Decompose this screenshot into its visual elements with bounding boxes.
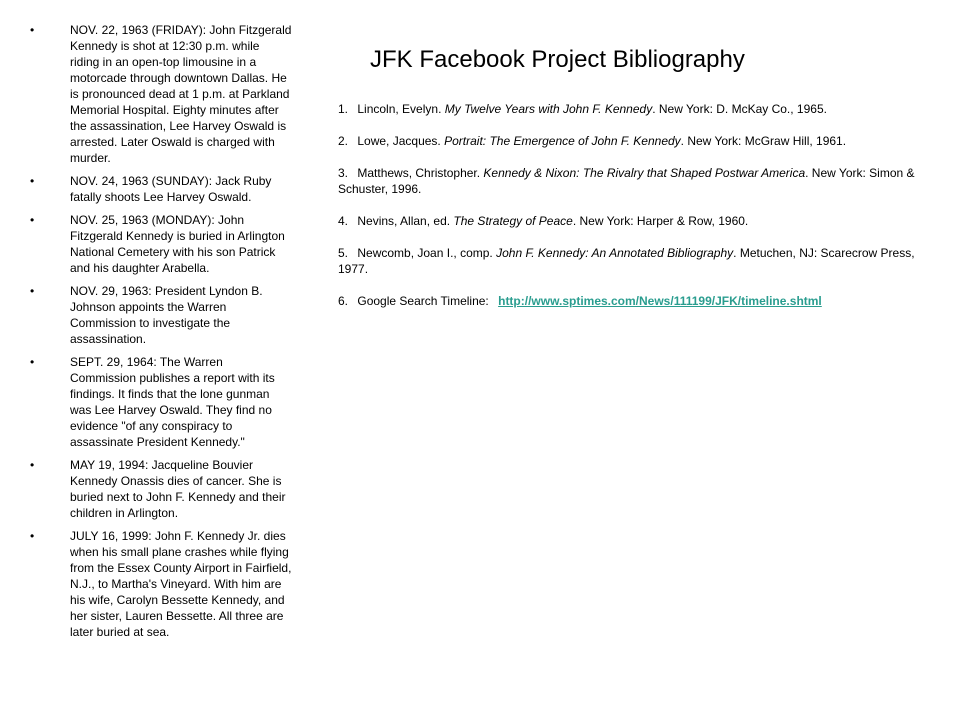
entry-number: 6. bbox=[338, 294, 349, 308]
bibliography-list bbox=[338, 101, 918, 325]
bullet-icon: • bbox=[30, 355, 35, 369]
timeline-item-text: NOV. 24, 1963 (SUNDAY): Jack Ruby fatally shoots Lee Harvey Oswald. bbox=[70, 174, 272, 204]
timeline-item bbox=[30, 22, 292, 166]
timeline-item bbox=[30, 457, 292, 521]
page-title: JFK Facebook Project Bibliography bbox=[370, 46, 745, 73]
bullet-icon: • bbox=[30, 23, 35, 37]
timeline-item-text: JULY 16, 1999: John F. Kennedy Jr. dies when his small plane crashes while flying from the Essex County Airport in Fairfield, N.J., to Martha's Vineyard. With him are his wife, Carolyn Bessette Kennedy, and her sister, Lauren Bessette. All three are later buried at sea. bbox=[70, 529, 292, 639]
timeline-list bbox=[30, 22, 292, 647]
bullet-icon: • bbox=[30, 458, 35, 472]
entry-title: My Twelve Years with John F. Kennedy bbox=[444, 102, 653, 116]
entry-author: Nevins, Allan, ed. bbox=[357, 214, 451, 228]
bibliography-entry bbox=[338, 133, 918, 149]
bibliography-entry bbox=[338, 101, 918, 117]
entry-title: Kennedy & Nixon: The Rivalry that Shaped Postwar America bbox=[483, 166, 806, 180]
timeline-item bbox=[30, 528, 292, 640]
timeline-item bbox=[30, 173, 292, 205]
entry-publication: . New York: D. McKay Co., 1965. bbox=[652, 102, 827, 116]
entry-number: 2. bbox=[338, 134, 349, 148]
entry-publication: . New York: Harper & Row, 1960. bbox=[572, 214, 749, 228]
bullet-icon: • bbox=[30, 174, 35, 188]
timeline-item bbox=[30, 212, 292, 276]
bibliography-entry-google bbox=[338, 293, 918, 309]
entry-publication: . New York: McGraw Hill, 1961. bbox=[680, 134, 847, 148]
timeline-item-text: NOV. 22, 1963 (FRIDAY): John Fitzgerald Kennedy is shot at 12:30 p.m. while riding in an open-top limousine in a motorcade through downtown Dallas. He is pronounced dead at 1 p.m. at Parkland Memorial Hospital. Eighty minutes after the assassination, Lee Harvey Oswald is arrested. Later Oswald is charged with murder. bbox=[70, 23, 292, 165]
bullet-icon: • bbox=[30, 529, 35, 543]
entry-publication: . New York: Simon & Schuster, 1996. bbox=[338, 166, 915, 196]
entry-number: 1. bbox=[338, 102, 349, 116]
timeline-item-text: NOV. 29, 1963: President Lyndon B. Johnson appoints the Warren Commission to investigate the assassination. bbox=[70, 284, 263, 346]
entry-title: The Strategy of Peace bbox=[453, 214, 573, 228]
entry-author: Newcomb, Joan I., comp. bbox=[357, 246, 493, 260]
timeline-item-text: MAY 19, 1994: Jacqueline Bouvier Kennedy Onassis dies of cancer. She is buried next to John F. Kennedy and their children in Arlington. bbox=[70, 458, 286, 520]
bibliography-entry bbox=[338, 213, 918, 229]
entry-title: John F. Kennedy: An Annotated Bibliography bbox=[496, 246, 734, 260]
timeline-item-text: SEPT. 29, 1964: The Warren Commission publishes a report with its findings. It finds that the lone gunman was Lee Harvey Oswald. They find no evidence "of any conspiracy to assassinate President Kennedy." bbox=[70, 355, 275, 449]
timeline-item-text: NOV. 25, 1963 (MONDAY): John Fitzgerald Kennedy is buried in Arlington National Cemetery with his son Patrick and his daughter Arabella. bbox=[70, 213, 285, 275]
entry-label: Google Search Timeline: bbox=[357, 294, 489, 308]
entry-title: Portrait: The Emergence of John F. Kennedy bbox=[444, 134, 681, 148]
entry-publication: . Metuchen, NJ: Scarecrow Press, 1977. bbox=[338, 246, 915, 276]
timeline-item bbox=[30, 354, 292, 450]
entry-number: 4. bbox=[338, 214, 349, 228]
timeline-item bbox=[30, 283, 292, 347]
entry-number: 5. bbox=[338, 246, 349, 260]
bullet-icon: • bbox=[30, 284, 35, 298]
bibliography-entry bbox=[338, 245, 918, 277]
timeline-link[interactable]: http://www.sptimes.com/News/111199/JFK/timeline.shtml bbox=[498, 294, 822, 308]
bullet-icon: • bbox=[30, 213, 35, 227]
entry-author: Lincoln, Evelyn. bbox=[357, 102, 442, 116]
entry-number: 3. bbox=[338, 166, 349, 180]
bibliography-entry bbox=[338, 165, 918, 197]
entry-author: Matthews, Christopher. bbox=[357, 166, 481, 180]
entry-author: Lowe, Jacques. bbox=[357, 134, 441, 148]
